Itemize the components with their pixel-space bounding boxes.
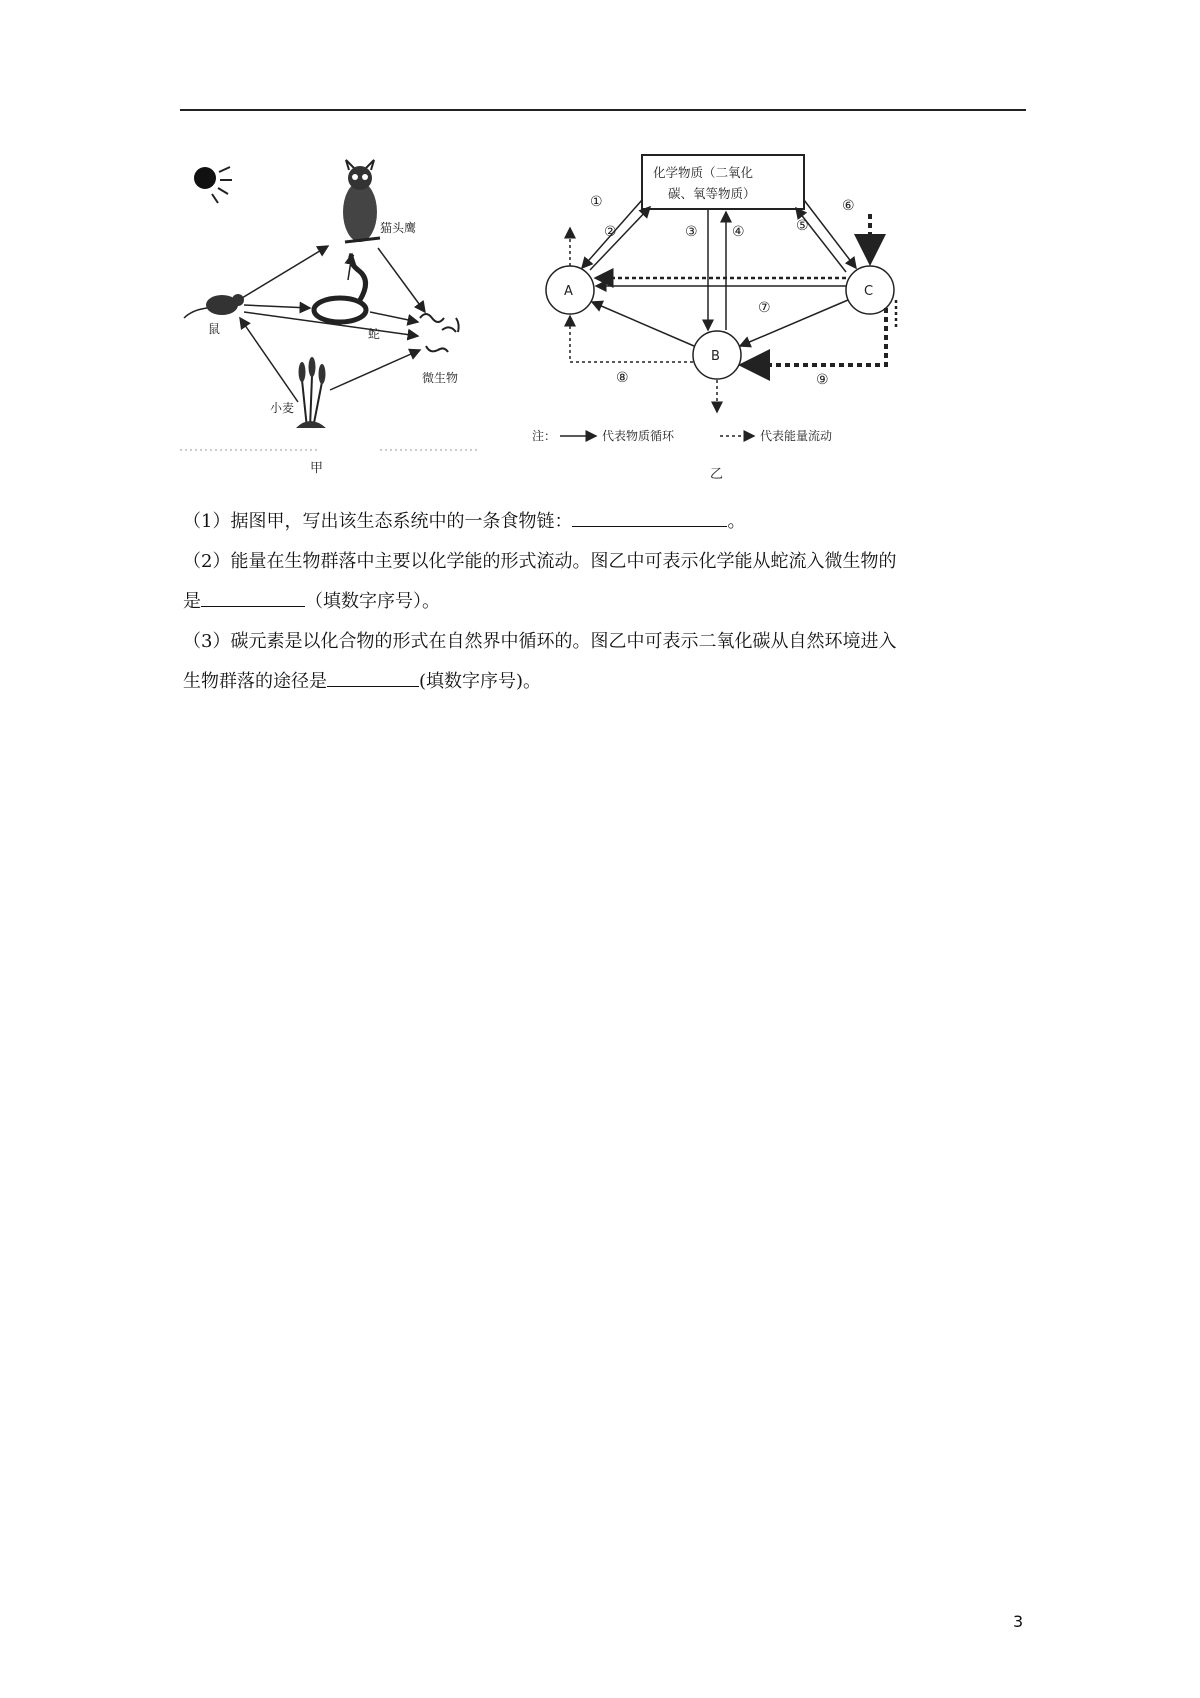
page-number: 3: [1013, 1612, 1024, 1631]
questions: [183, 502, 1033, 702]
wheat-icon: [296, 357, 326, 428]
chemical-box-line2: 碳、氧等物质）: [668, 186, 756, 201]
node-c-label: C: [864, 284, 874, 299]
mouse-icon: [184, 294, 244, 318]
arrow-label-6: ⑥: [842, 198, 855, 214]
question-2-cont: [183, 582, 1033, 622]
figure-jia-caption: 甲: [310, 461, 324, 476]
arrow-label-1: ①: [590, 194, 603, 210]
legend: [532, 428, 832, 443]
food-web-arrows: [240, 246, 425, 402]
arrow-label-2: ②: [604, 224, 617, 240]
microbe-label: 微生物: [422, 371, 459, 385]
mouse-label: 鼠: [208, 322, 221, 336]
question-2: [183, 542, 1033, 582]
figure-yi: [532, 155, 896, 482]
owl-label: 猫头鹰: [380, 221, 417, 235]
question-1-text: （1）据图甲，写出该生态系统中的一条食物链：: [183, 511, 573, 532]
header-rule: [180, 109, 1026, 111]
answer-blank-2[interactable]: [201, 584, 305, 607]
question-3-cont: [183, 662, 1033, 702]
question-3-end: (填数字序号)。: [419, 671, 542, 692]
arrow-label-8: ⑧: [616, 370, 629, 386]
snake-icon: [314, 254, 366, 322]
question-1-end: 。: [727, 511, 746, 532]
figure-area: [180, 150, 900, 490]
sun-icon: [194, 167, 232, 203]
legend-energy: 代表能量流动: [760, 429, 833, 443]
arrow-label-5: ⑤: [796, 218, 809, 234]
question-1: [183, 502, 1033, 542]
wheat-label: 小麦: [270, 401, 295, 415]
chemical-box-line1: 化学物质（二氧化: [653, 165, 754, 180]
arrow-label-4: ④: [732, 224, 745, 240]
legend-prefix: 注：: [532, 429, 557, 443]
question-3-text: （3）碳元素是以化合物的形式在自然界中循环的。图乙中可表示二氧化碳从自然环境进入: [183, 631, 897, 652]
question-2-end: （填数字序号）。: [305, 591, 440, 612]
legend-material: 代表物质循环: [602, 429, 675, 443]
figure-jia: [180, 160, 480, 476]
microbe-icon: [420, 314, 459, 352]
node-b-label: B: [711, 349, 720, 364]
arrow-label-3: ③: [685, 224, 698, 240]
owl-icon: [343, 160, 380, 242]
figure-yi-caption: 乙: [710, 467, 724, 482]
question-3-text-b: 生物群落的途径是: [183, 671, 327, 692]
snake-label: 蛇: [368, 327, 381, 341]
answer-blank-3[interactable]: [327, 664, 419, 687]
answer-blank-1[interactable]: [572, 504, 727, 527]
question-2-text-b: 是: [183, 591, 201, 612]
node-a-label: A: [564, 284, 573, 299]
figures-svg: [180, 150, 900, 490]
question-3: [183, 622, 1033, 662]
arrow-label-9: ⑨: [816, 372, 829, 388]
material-cycle-arrows: [582, 200, 856, 346]
question-2-text: （2）能量在生物群落中主要以化学能的形式流动。图乙中可表示化学能从蛇流入微生物的: [183, 551, 897, 572]
arrow-label-7: ⑦: [758, 300, 771, 316]
